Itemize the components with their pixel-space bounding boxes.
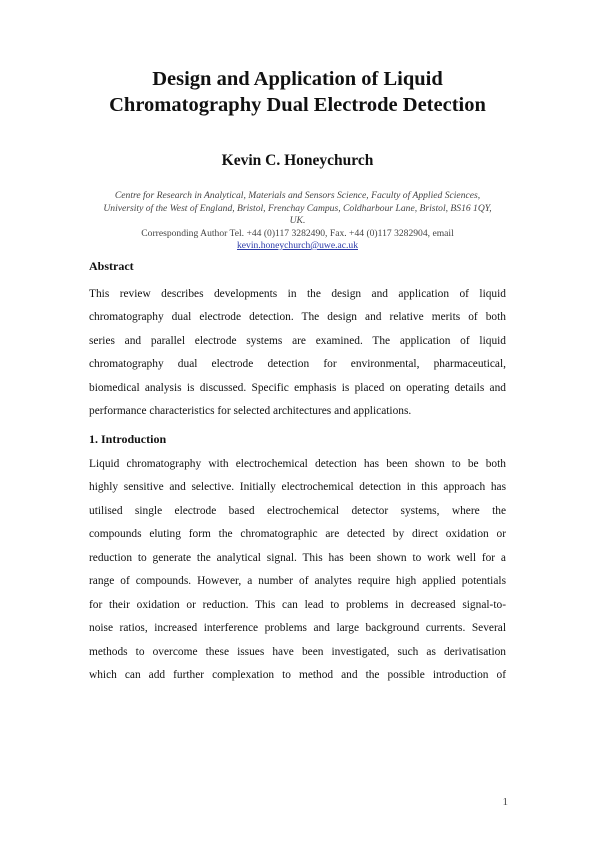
author-name: Kevin C. Honeychurch: [221, 152, 374, 169]
abstract-heading: Abstract: [89, 258, 134, 273]
affiliation-line: Centre for Research in Analytical, Materials and Sensors Science, Faculty of Applied Sciences,: [114, 190, 481, 201]
introduction-line: reduction to generate the analytical signal. This has been shown to work well for a: [89, 551, 506, 564]
introduction-line: compounds eluting form the chromatographic are detected by direct oxidation or: [89, 528, 506, 540]
introduction-line: which can add further complexation to method and the possible introduction of: [89, 669, 506, 681]
introduction-line: methods to overcome these issues have been investigated, such as derivatisation: [89, 645, 506, 658]
affiliation-line: UK.: [289, 215, 306, 226]
email-link[interactable]: kevin.honeychurch@uwe.ac.uk: [237, 240, 358, 251]
contact-line: Corresponding Author Tel. +44 (0)117 3282490, Fax. +44 (0)117 3282904, email: [141, 227, 454, 239]
introduction-line: utilised single electrode based electrochemical detector systems, where the: [89, 504, 506, 517]
paper-title: [89, 66, 506, 118]
introduction-heading: 1. Introduction: [89, 431, 167, 446]
abstract-text: [89, 283, 506, 424]
abstract-line: performance characteristics for selected architectures and applications.: [89, 405, 412, 417]
introduction-text: [89, 453, 506, 688]
abstract-line: chromatography dual electrode detection. The design and relative merits of both: [89, 311, 506, 323]
page-number: 1: [502, 796, 508, 808]
abstract-line: This review describes developments in the design and application of liquid: [89, 287, 506, 300]
abstract-line: biomedical analysis is discussed. Specific emphasis is placed on operating details and: [89, 381, 506, 394]
introduction-line: range of compounds. However, a number of analytes require high applied potentials: [89, 575, 506, 587]
introduction-line: Liquid chromatography with electrochemical detection has been shown to be both: [89, 457, 506, 470]
title-line: Chromatography Dual Electrode Detection: [109, 94, 486, 116]
introduction-line: noise ratios, increased interference problems and large background currents. Several: [89, 622, 506, 634]
affiliation-line: University of the West of England, Bristol, Frenchay Campus, Coldharbour Lane, Bristol, BS16 1QY,: [103, 202, 492, 214]
title-line: Design and Application of Liquid: [152, 68, 443, 90]
introduction-line: for their oxidation or reduction. This can lead to problems in decreased signal-to-: [89, 598, 506, 611]
abstract-line: series and parallel electrode systems are examined. The application of liquid: [89, 334, 506, 347]
abstract-line: chromatography dual electrode detection for environmental, pharmaceutical,: [89, 358, 506, 370]
affiliation-block: [89, 190, 506, 253]
introduction-line: highly sensitive and selective. Initially electrochemical detection in this approach has: [89, 481, 506, 493]
